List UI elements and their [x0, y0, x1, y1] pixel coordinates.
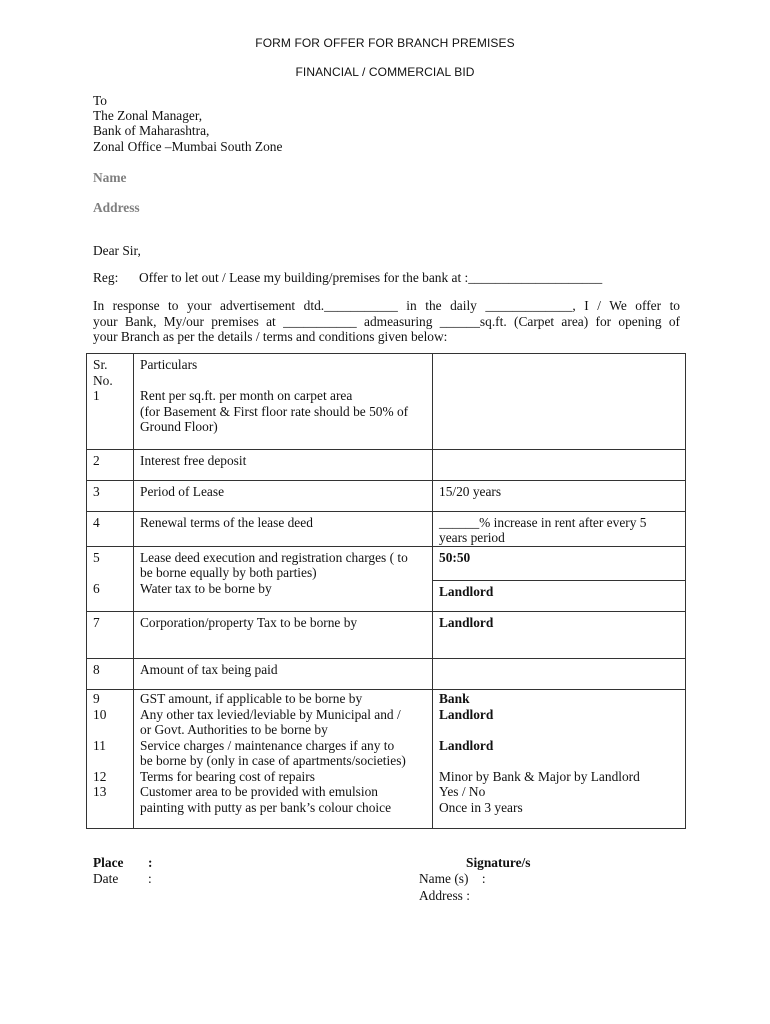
- table-row: [87, 738, 686, 769]
- value-text: 15/20 years: [439, 483, 502, 499]
- date-label: Date: [93, 871, 119, 886]
- particulars-text: Rent per sq.ft. per month on carpet area: [140, 388, 353, 403]
- table-row: [87, 659, 686, 690]
- sr-number: 12: [93, 768, 107, 784]
- value-text: Bank: [439, 691, 470, 706]
- particulars-text: or Govt. Authorities to be borne by: [140, 722, 328, 737]
- particulars-cell: [134, 659, 433, 690]
- value-text: Landlord: [439, 615, 494, 630]
- sr-cell: [87, 707, 134, 738]
- header-value-cell: [433, 354, 686, 389]
- value-text: ______% increase in rent after every 5: [439, 514, 647, 530]
- intro-paragraph: [93, 298, 680, 345]
- value-cell: [433, 581, 686, 612]
- sr-cell: [87, 784, 134, 828]
- value-text: Once in 3 years: [439, 799, 523, 815]
- table-row: [87, 546, 686, 581]
- sr-cell: [87, 546, 134, 581]
- particulars-text: Renewal terms of the lease deed: [140, 514, 313, 530]
- value-text: years period: [439, 530, 505, 545]
- value-cell: [433, 612, 686, 659]
- particulars-text: Service charges / maintenance charges if any to: [140, 737, 395, 753]
- particulars-text: Corporation/property Tax to be borne by: [140, 615, 358, 630]
- value-cell: [433, 388, 686, 449]
- particulars-text: be borne equally by both parties): [140, 565, 317, 580]
- name-field-label: Name: [93, 170, 127, 185]
- sr-cell: [87, 581, 134, 612]
- sr-number: 13: [93, 784, 107, 799]
- sr-number: 3: [93, 483, 100, 499]
- particulars-cell: [134, 612, 433, 659]
- form-subtitle: FINANCIAL / COMMERCIAL BID: [295, 65, 475, 79]
- sr-cell: [87, 690, 134, 707]
- sr-number: 7: [93, 615, 100, 630]
- sr-cell: [87, 511, 134, 546]
- address-line-3: Zonal Office –Mumbai South Zone: [93, 139, 283, 154]
- sr-number: 2: [93, 452, 100, 468]
- place-label: Place: [93, 855, 124, 870]
- particulars-text: be borne by (only in case of apartments/societies): [140, 753, 406, 768]
- sr-number: 1: [93, 388, 100, 403]
- sr-cell: [87, 449, 134, 480]
- value-cell: [433, 449, 686, 480]
- sr-cell: [87, 388, 134, 449]
- sr-cell: [87, 612, 134, 659]
- sr-number: 6: [93, 580, 100, 596]
- reg-label: Reg:: [93, 270, 119, 285]
- particulars-cell: [134, 581, 433, 612]
- address-line-1: The Zonal Manager,: [93, 108, 203, 123]
- header-sr: Sr.: [93, 357, 108, 372]
- sr-cell: [87, 769, 134, 785]
- intro-line-1: In response to your advertisement dtd.___________ in the daily _____________, I / We offer to: [93, 298, 680, 313]
- value-cell: [433, 546, 686, 581]
- particulars-cell: [134, 480, 433, 511]
- sr-number: 5: [93, 549, 100, 565]
- table-row: [87, 784, 686, 828]
- particulars-text: Lease deed execution and registration charges ( to: [140, 549, 408, 565]
- value-cell: [433, 511, 686, 546]
- value-text: Landlord: [439, 584, 494, 599]
- header-sr-cell: [87, 354, 134, 389]
- intro-line-3: your Branch as per the details / terms and conditions given below:: [93, 329, 448, 344]
- salutation: Dear Sir,: [93, 243, 141, 258]
- particulars-text: painting with putty as per bank’s colour choice: [140, 799, 392, 815]
- header-particulars-cell: [134, 354, 433, 389]
- particulars-text: Period of Lease: [140, 483, 225, 499]
- particulars-text: Any other tax levied/leviable by Municipal and /: [140, 706, 401, 722]
- table-row: [87, 769, 686, 785]
- value-text: Landlord: [439, 737, 494, 753]
- particulars-cell: [134, 449, 433, 480]
- sr-number: 11: [93, 737, 106, 753]
- terms-table: [86, 353, 686, 829]
- table-row: [87, 449, 686, 480]
- sr-number: 8: [93, 662, 100, 677]
- sr-number: 4: [93, 514, 100, 530]
- particulars-cell: [134, 784, 433, 828]
- value-text: Landlord: [439, 706, 494, 722]
- particulars-cell: [134, 738, 433, 769]
- value-cell: [433, 707, 686, 738]
- table-header-row: [87, 354, 686, 389]
- particulars-cell: [134, 546, 433, 581]
- particulars-text: Interest free deposit: [140, 452, 247, 468]
- place-colon: :: [148, 855, 153, 870]
- particulars-cell: [134, 690, 433, 707]
- table-row: [87, 511, 686, 546]
- signatory-address-label: Address :: [419, 888, 470, 903]
- sr-cell: [87, 659, 134, 690]
- value-text: Minor by Bank & Major by Landlord: [439, 768, 640, 784]
- particulars-cell: [134, 511, 433, 546]
- sr-number: 9: [93, 691, 100, 706]
- table-row: [87, 612, 686, 659]
- value-cell: [433, 769, 686, 785]
- intro-line-2: your Bank, My/our premises at ___________ admeasuring ______sq.ft. (Carpet area) for opening of: [93, 313, 680, 329]
- address-field-label: Address: [93, 200, 140, 215]
- particulars-text: Customer area to be provided with emulsion: [140, 784, 379, 799]
- particulars-text: Amount of tax being paid: [140, 662, 278, 677]
- sr-number: 10: [93, 706, 107, 722]
- particulars-text: Ground Floor): [140, 419, 218, 434]
- particulars-text: GST amount, if applicable to be borne by: [140, 691, 363, 706]
- sr-cell: [87, 738, 134, 769]
- value-cell: [433, 659, 686, 690]
- value-cell: [433, 480, 686, 511]
- table-row: [87, 707, 686, 738]
- value-text: Yes / No: [439, 784, 486, 799]
- header-no: No.: [93, 372, 113, 388]
- value-cell: [433, 690, 686, 707]
- particulars-cell: [134, 388, 433, 449]
- table-row: [87, 581, 686, 612]
- date-colon: :: [148, 871, 152, 886]
- address-to: To: [93, 93, 107, 108]
- form-title: FORM FOR OFFER FOR BRANCH PREMISES: [255, 36, 515, 50]
- particulars-text: Water tax to be borne by: [140, 580, 272, 596]
- particulars-text: (for Basement & First floor rate should be 50% of: [140, 403, 409, 419]
- value-text: 50:50: [439, 549, 471, 565]
- particulars-text: Terms for bearing cost of repairs: [140, 768, 315, 784]
- particulars-cell: [134, 769, 433, 785]
- reg-text: Offer to let out / Lease my building/premises for the bank at :____________________: [139, 270, 603, 285]
- table-row: [87, 690, 686, 707]
- particulars-cell: [134, 707, 433, 738]
- value-cell: [433, 738, 686, 769]
- table-row: [87, 388, 686, 449]
- sr-cell: [87, 480, 134, 511]
- value-cell: [433, 784, 686, 828]
- header-particulars: Particulars: [140, 357, 198, 372]
- signature-label: Signature/s: [466, 855, 531, 870]
- address-line-2: Bank of Maharashtra,: [93, 123, 210, 138]
- signatory-name-label: Name (s) :: [419, 871, 486, 886]
- table-row: [87, 480, 686, 511]
